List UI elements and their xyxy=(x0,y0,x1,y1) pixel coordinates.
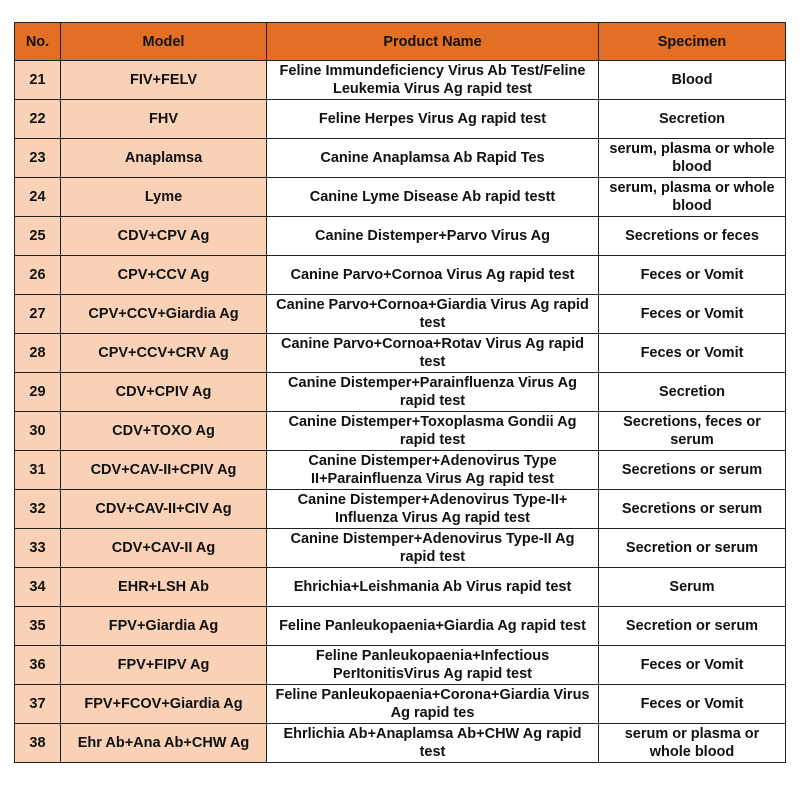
specimen-cell: serum, plasma or whole blood xyxy=(599,178,786,217)
specimen-cell: serum or plasma or whole blood xyxy=(599,724,786,763)
model-cell: CDV+CAV-II+CPIV Ag xyxy=(61,451,267,490)
product-name-cell: Canine Distemper+Adenovirus Type-II+ Influenza Virus Ag rapid test xyxy=(267,490,599,529)
row-number-cell: 28 xyxy=(15,334,61,373)
product-name-cell: Canine Parvo+Cornoa+Giardia Virus Ag rapid test xyxy=(267,295,599,334)
row-number-cell: 38 xyxy=(15,724,61,763)
product-name-cell: Canine Parvo+Cornoa+Rotav Virus Ag rapid test xyxy=(267,334,599,373)
product-name-cell: Feline Panleukopaenia+Infectious PerItonitisVirus Ag rapid test xyxy=(267,646,599,685)
row-number-cell: 24 xyxy=(15,178,61,217)
header-product-name: Product Name xyxy=(267,23,599,61)
specimen-cell: Feces or Vomit xyxy=(599,646,786,685)
specimen-cell: Feces or Vomit xyxy=(599,256,786,295)
row-number-cell: 29 xyxy=(15,373,61,412)
table-row xyxy=(15,334,786,373)
model-cell: FPV+FIPV Ag xyxy=(61,646,267,685)
row-number-cell: 37 xyxy=(15,685,61,724)
specimen-cell: Feces or Vomit xyxy=(599,334,786,373)
table-row xyxy=(15,61,786,100)
row-number-cell: 22 xyxy=(15,100,61,139)
specimen-cell: Secretion xyxy=(599,373,786,412)
model-cell: CPV+CCV+CRV Ag xyxy=(61,334,267,373)
table-row xyxy=(15,100,786,139)
model-cell: CDV+TOXO Ag xyxy=(61,412,267,451)
product-name-cell: Canine Distemper+Adenovirus Type II+Parainfluenza Virus Ag rapid test xyxy=(267,451,599,490)
product-name-cell: Canine Distemper+Toxoplasma Gondii Ag rapid test xyxy=(267,412,599,451)
product-table xyxy=(14,22,786,763)
product-name-cell: Feline Panleukopaenia+Giardia Ag rapid test xyxy=(267,607,599,646)
specimen-cell: Secretion or serum xyxy=(599,607,786,646)
header-no: No. xyxy=(15,23,61,61)
specimen-cell: Secretion or serum xyxy=(599,529,786,568)
model-cell: EHR+LSH Ab xyxy=(61,568,267,607)
product-name-cell: Canine Lyme Disease Ab rapid testt xyxy=(267,178,599,217)
product-table-container xyxy=(14,22,785,763)
specimen-cell: Feces or Vomit xyxy=(599,685,786,724)
table-row xyxy=(15,295,786,334)
table-row xyxy=(15,412,786,451)
table-row xyxy=(15,490,786,529)
specimen-cell: Secretions or serum xyxy=(599,451,786,490)
product-name-cell: Canine Distemper+Parvo Virus Ag xyxy=(267,217,599,256)
row-number-cell: 26 xyxy=(15,256,61,295)
table-row xyxy=(15,568,786,607)
table-row xyxy=(15,607,786,646)
header-model: Model xyxy=(61,23,267,61)
product-name-cell: Canine Anaplamsa Ab Rapid Tes xyxy=(267,139,599,178)
specimen-cell: Secretions, feces or serum xyxy=(599,412,786,451)
row-number-cell: 34 xyxy=(15,568,61,607)
table-body xyxy=(15,61,786,763)
specimen-cell: Secretions or serum xyxy=(599,490,786,529)
row-number-cell: 35 xyxy=(15,607,61,646)
row-number-cell: 27 xyxy=(15,295,61,334)
table-row xyxy=(15,217,786,256)
model-cell: CPV+CCV+Giardia Ag xyxy=(61,295,267,334)
product-name-cell: Canine Distemper+Parainfluenza Virus Ag rapid test xyxy=(267,373,599,412)
model-cell: CDV+CPIV Ag xyxy=(61,373,267,412)
model-cell: Lyme xyxy=(61,178,267,217)
specimen-cell: Secretions or feces xyxy=(599,217,786,256)
header-specimen: Specimen xyxy=(599,23,786,61)
table-row xyxy=(15,685,786,724)
product-name-cell: Canine Parvo+Cornoa Virus Ag rapid test xyxy=(267,256,599,295)
product-name-cell: Feline Herpes Virus Ag rapid test xyxy=(267,100,599,139)
table-row xyxy=(15,139,786,178)
product-name-cell: Feline Panleukopaenia+Corona+Giardia Virus Ag rapid tes xyxy=(267,685,599,724)
model-cell: FIV+FELV xyxy=(61,61,267,100)
specimen-cell: Serum xyxy=(599,568,786,607)
product-name-cell: Canine Distemper+Adenovirus Type-II Ag rapid test xyxy=(267,529,599,568)
specimen-cell: Secretion xyxy=(599,100,786,139)
model-cell: FPV+Giardia Ag xyxy=(61,607,267,646)
row-number-cell: 21 xyxy=(15,61,61,100)
table-row xyxy=(15,646,786,685)
table-header xyxy=(15,23,786,61)
specimen-cell: serum, plasma or whole blood xyxy=(599,139,786,178)
specimen-cell: Feces or Vomit xyxy=(599,295,786,334)
row-number-cell: 31 xyxy=(15,451,61,490)
model-cell: CDV+CPV Ag xyxy=(61,217,267,256)
model-cell: FPV+FCOV+Giardia Ag xyxy=(61,685,267,724)
row-number-cell: 30 xyxy=(15,412,61,451)
product-name-cell: Ehrichia+Leishmania Ab Virus rapid test xyxy=(267,568,599,607)
model-cell: FHV xyxy=(61,100,267,139)
model-cell: CPV+CCV Ag xyxy=(61,256,267,295)
row-number-cell: 23 xyxy=(15,139,61,178)
table-row xyxy=(15,373,786,412)
product-name-cell: Ehrlichia Ab+Anaplamsa Ab+CHW Ag rapid test xyxy=(267,724,599,763)
table-row xyxy=(15,451,786,490)
table-row xyxy=(15,529,786,568)
row-number-cell: 36 xyxy=(15,646,61,685)
table-row xyxy=(15,256,786,295)
model-cell: Ehr Ab+Ana Ab+CHW Ag xyxy=(61,724,267,763)
header-row xyxy=(15,23,786,61)
table-row xyxy=(15,724,786,763)
model-cell: Anaplamsa xyxy=(61,139,267,178)
specimen-cell: Blood xyxy=(599,61,786,100)
row-number-cell: 33 xyxy=(15,529,61,568)
model-cell: CDV+CAV-II+CIV Ag xyxy=(61,490,267,529)
model-cell: CDV+CAV-II Ag xyxy=(61,529,267,568)
row-number-cell: 32 xyxy=(15,490,61,529)
product-name-cell: Feline Immundeficiency Virus Ab Test/Feline Leukemia Virus Ag rapid test xyxy=(267,61,599,100)
row-number-cell: 25 xyxy=(15,217,61,256)
table-row xyxy=(15,178,786,217)
